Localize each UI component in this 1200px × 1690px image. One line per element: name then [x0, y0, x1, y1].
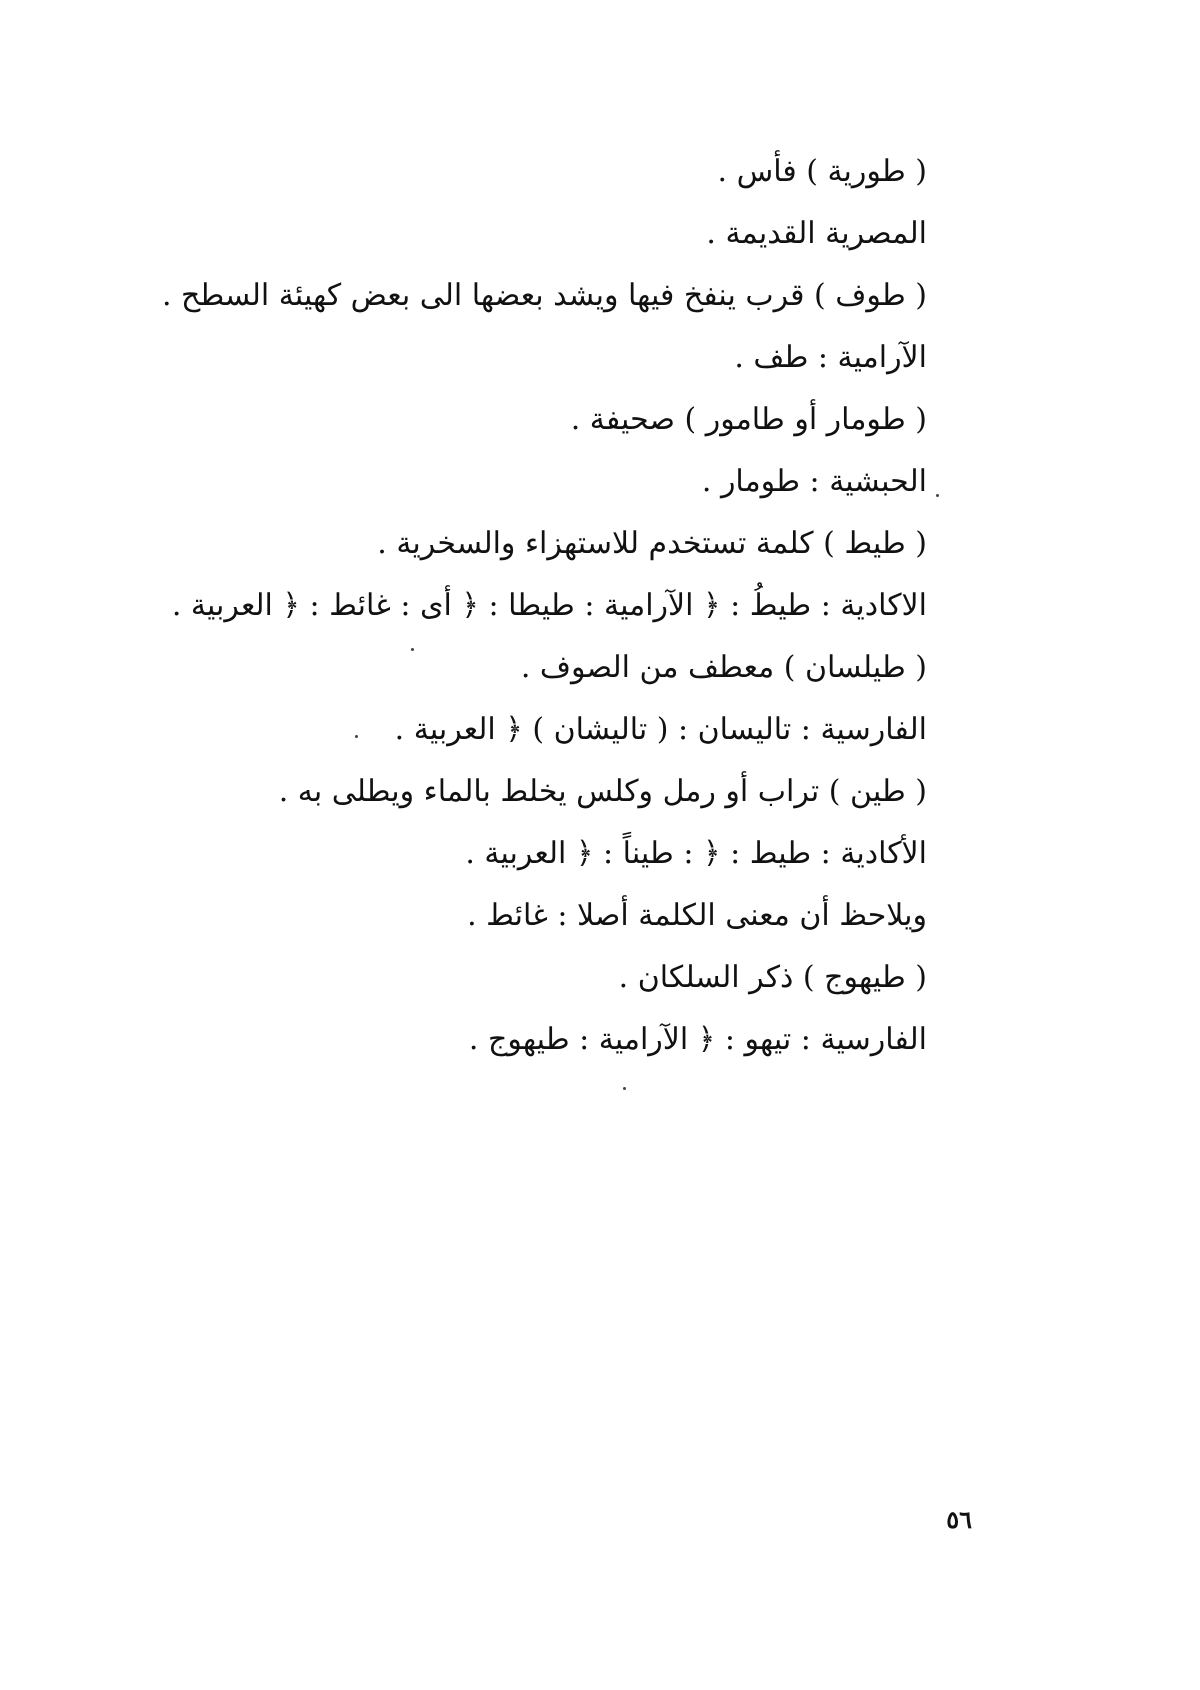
dictionary-entries [161, 153, 927, 1083]
entry-line: ( طين ) تراب أو رمل وكلس يخلط بالماء ويطلى به . [278, 774, 927, 809]
page-number: ٥٦ [946, 1505, 972, 1534]
entry-line: ( طيلسان ) معطف من الصوف . [520, 650, 927, 685]
scan-speck [411, 648, 414, 651]
entry-line: الأكادية : طيط : ﴿ : طيناً : ﴿ العربية . [465, 836, 927, 871]
entry-line: ( طومار أو طامور ) صحيفة . [570, 402, 927, 437]
scan-speck [936, 494, 939, 497]
entry-line: ( طيهوج ) ذكر السلكان . [618, 960, 927, 995]
entry-line: الفارسية : تاليسان : ( تاليشان ) ﴿ العربية . [394, 712, 927, 747]
scan-speck [355, 735, 358, 738]
entry-line: المصرية القديمة . [706, 216, 927, 251]
scan-speck [623, 1087, 626, 1090]
entry-line: الآرامية : طف . [734, 340, 927, 375]
entry-line: الفارسية : تيهو : ﴿ الآرامية : طيهوج . [468, 1022, 927, 1057]
entry-line: الاكادية : طيطُ : ﴿ الآرامية : طيطا : ﴿ أى : غائط : ﴿ العربية . [171, 588, 927, 623]
entry-line: ( طيط ) كلمة تستخدم للاستهزاء والسخرية . [377, 526, 927, 561]
entry-line: ( طوف ) قرب ينفخ فيها ويشد بعضها الى بعض كهيئة السطح . [161, 278, 927, 313]
entry-line: ويلاحظ أن معنى الكلمة أصلا : غائط . [467, 898, 927, 933]
entry-line: الحبشية : طومار . [701, 464, 927, 499]
entry-line: ( طورية ) فأس . [717, 154, 927, 189]
